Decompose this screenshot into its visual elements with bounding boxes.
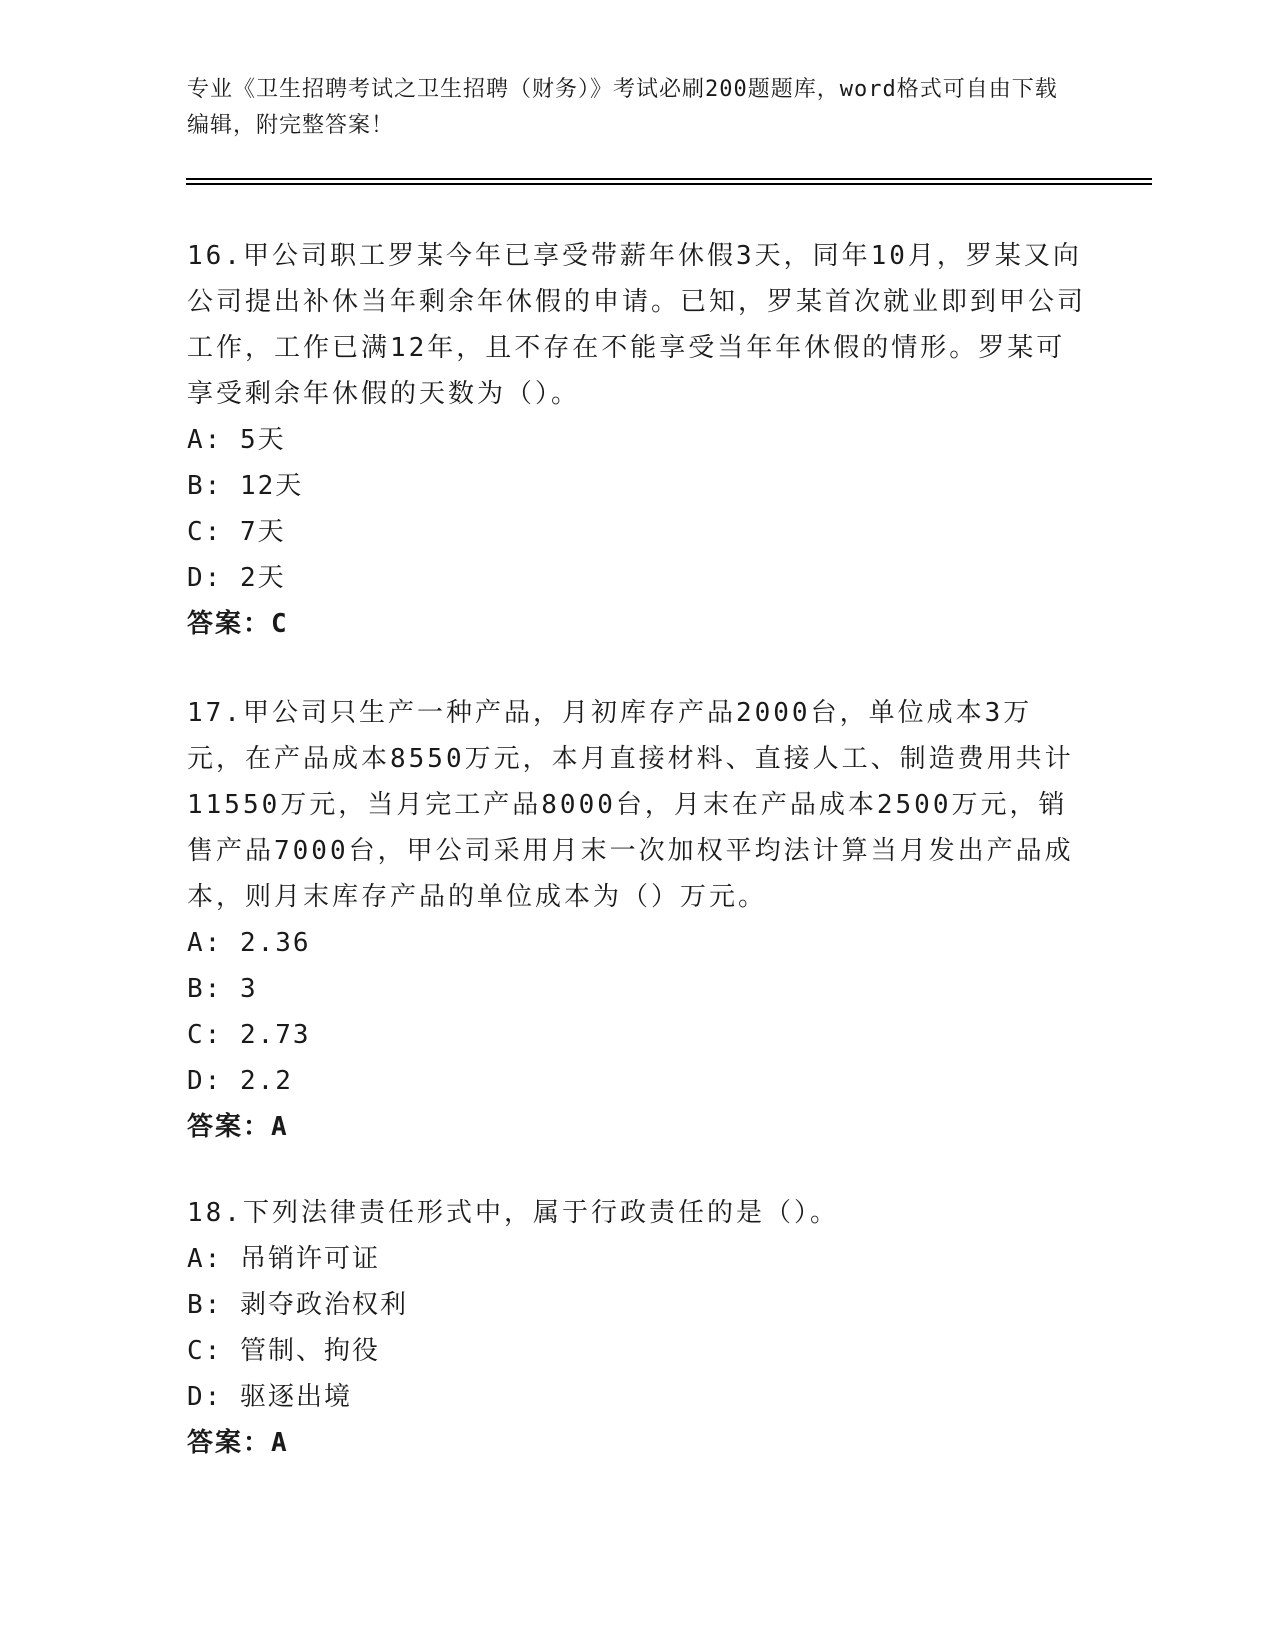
- question-16: [187, 233, 1087, 647]
- question-stem: 16.甲公司职工罗某今年已享受带薪年休假3天，同年10月，罗某又向公司提出补休当年剩余年休假的申请。已知，罗某首次就业即到甲公司工作，工作已满12年，且不存在不能享受当年年休假的情形。罗某可享受剩余年休假的天数为（）。: [187, 241, 1087, 409]
- answer-label: 答案：A: [187, 1112, 289, 1142]
- answer-label: 答案：A: [187, 1428, 289, 1458]
- answer-label: 答案：C: [187, 609, 289, 639]
- option-c: C: 7天: [187, 517, 286, 547]
- question-stem: 18.下列法律责任形式中，属于行政责任的是（）。: [187, 1198, 839, 1228]
- question-stem: 17.甲公司只生产一种产品，月初库存产品2000台，单位成本3万元，在产品成本8550万元，本月直接材料、直接人工、制造费用共计11550万元，当月完工产品8000台，月末在产品成本2500万元，销售产品7000台，甲公司采用月末一次加权平均法计算当月发出产品成本，则月末库存产品的单位成本为（）万元。: [187, 698, 1074, 912]
- question-17: [187, 690, 1087, 1150]
- option-a: A: 5天: [187, 425, 286, 455]
- option-b: B: 3: [187, 974, 258, 1004]
- document-header: 专业《卫生招聘考试之卫生招聘（财务）》考试必刷200题题库，word格式可自由下载编辑，附完整答案！: [187, 77, 1058, 138]
- option-c: C: 管制、拘役: [187, 1336, 380, 1366]
- option-d: D: 驱逐出境: [187, 1382, 352, 1412]
- option-d: D: 2天: [187, 563, 286, 593]
- header-divider-bottom: [186, 183, 1152, 185]
- option-d: D: 2.2: [187, 1066, 293, 1096]
- question-18: [187, 1190, 1087, 1466]
- option-b: B: 剥夺政治权利: [187, 1290, 408, 1320]
- option-a: A: 吊销许可证: [187, 1244, 380, 1274]
- header-divider-top: [186, 178, 1152, 180]
- option-c: C: 2.73: [187, 1020, 311, 1050]
- option-b: B: 12天: [187, 471, 304, 501]
- option-a: A: 2.36: [187, 928, 311, 958]
